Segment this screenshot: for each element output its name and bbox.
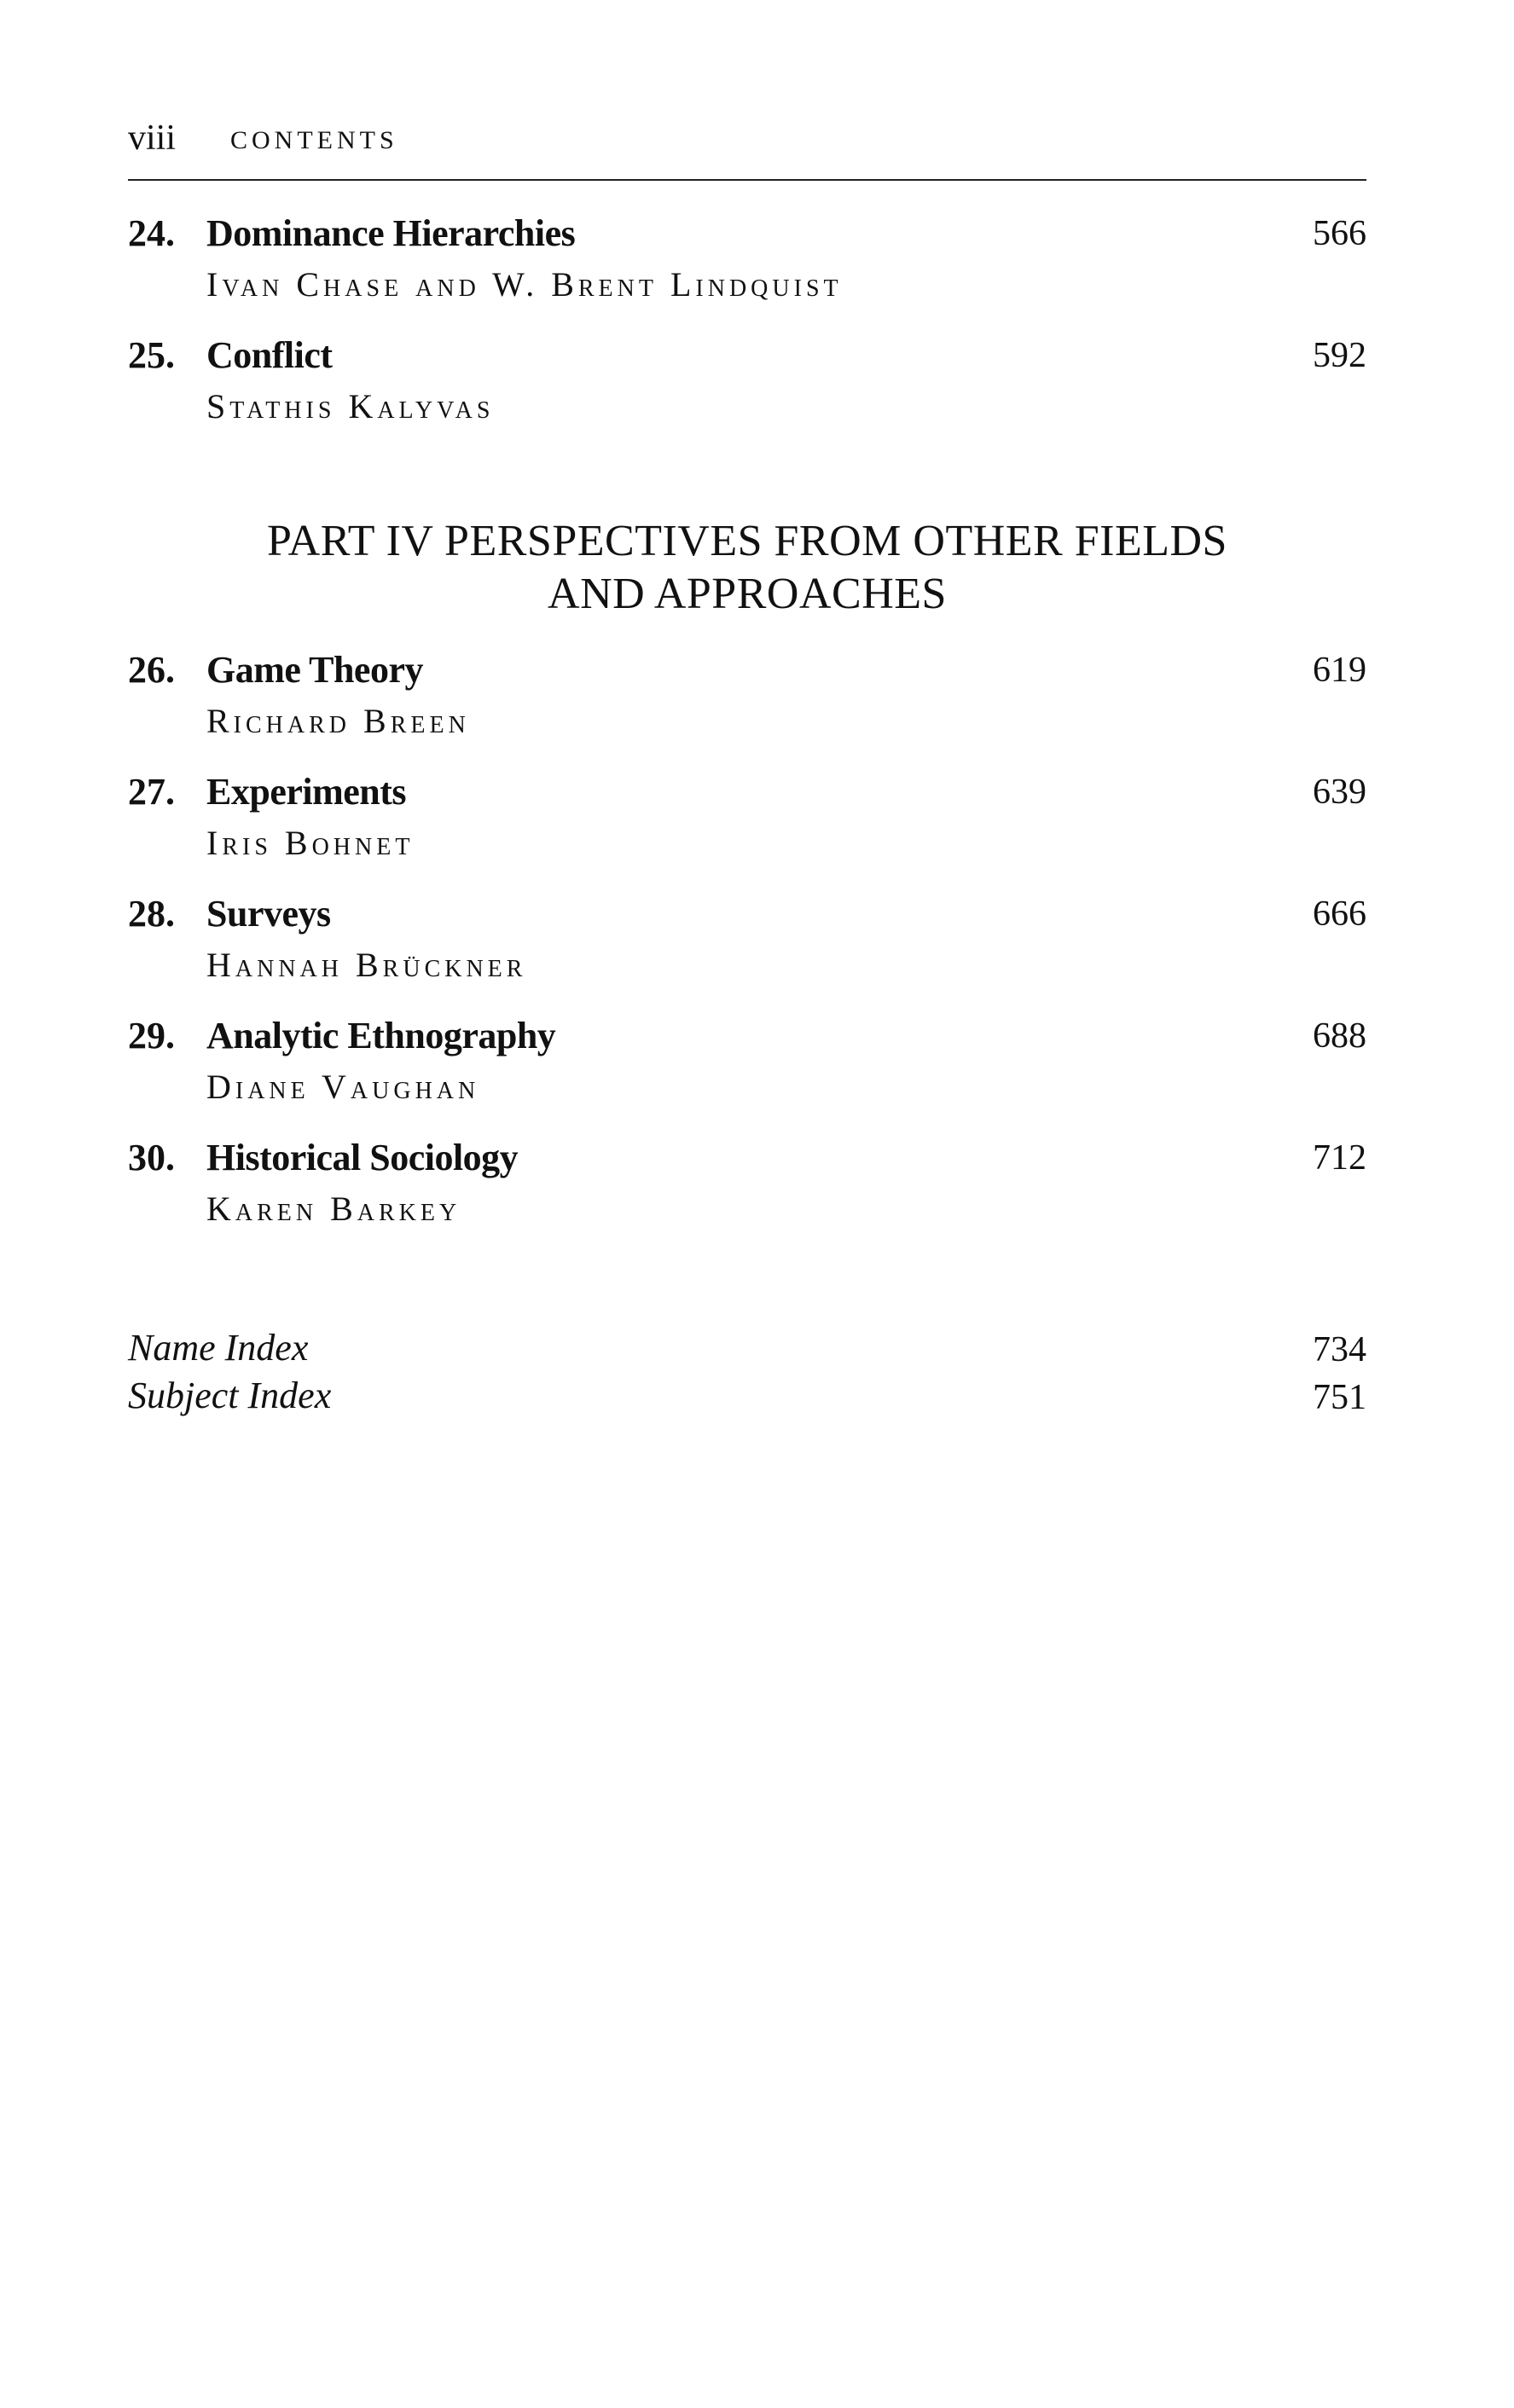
chapter-author: Stathis Kalyvas [206,387,495,425]
part-heading-line-2: AND APPROACHES [548,570,947,618]
toc-entry[interactable] [128,648,1366,770]
index-page: 751 [1313,1378,1366,1417]
chapter-author: Diane Vaughan [206,1068,480,1106]
chapter-page: 712 [1313,1138,1366,1178]
chapter-number: 29. [128,1015,175,1056]
chapter-page: 688 [1313,1016,1366,1056]
chapter-page: 619 [1313,651,1366,690]
chapter-title[interactable]: Dominance Hierarchies [206,212,576,254]
chapter-title[interactable]: Historical Sociology [206,1137,519,1178]
chapter-number: 25. [128,334,175,376]
chapter-author: Richard Breen [206,702,470,740]
chapter-page: 666 [1313,894,1366,934]
toc-entry[interactable] [128,770,1366,892]
toc-entry[interactable] [128,892,1366,1014]
index-label[interactable]: Subject Index [128,1375,332,1416]
chapter-number: 27. [128,771,175,813]
chapter-title[interactable]: Surveys [206,893,331,935]
chapter-title[interactable]: Analytic Ethnography [206,1015,556,1056]
chapter-title[interactable]: Experiments [206,771,407,813]
chapter-page: 639 [1313,773,1366,812]
chapter-title[interactable]: Conflict [206,334,333,376]
chapter-number: 30. [128,1137,175,1178]
index-entry-subject[interactable] [128,1374,1366,1421]
chapter-author: Hannah Brückner [206,946,527,984]
chapter-author: Ivan Chase and W. Brent Lindquist [206,265,843,304]
running-title: CONTENTS [230,126,398,154]
chapter-number: 26. [128,649,175,691]
chapter-author: Iris Bohnet [206,824,415,862]
toc-entry[interactable] [128,1014,1366,1136]
index-label[interactable]: Name Index [128,1327,309,1369]
index-list [128,1326,1366,1421]
part-heading [128,515,1366,621]
chapter-page: 566 [1313,214,1366,253]
toc-entries-part-iv [128,648,1366,1258]
toc-entry[interactable] [128,211,1366,333]
index-page: 734 [1313,1330,1366,1369]
index-entry-name[interactable] [128,1326,1366,1374]
part-heading-line-1: PART IV PERSPECTIVES FROM OTHER FIELDS [267,517,1227,565]
toc-entries-part-iii [128,211,1366,455]
chapter-author: Karen Barkey [206,1190,461,1228]
chapter-page: 592 [1313,336,1366,375]
chapter-number: 28. [128,893,175,935]
toc-page [128,111,1366,1421]
toc-entry[interactable] [128,333,1366,455]
toc-entry[interactable] [128,1136,1366,1258]
page-folio: viii [128,119,177,158]
running-head [128,111,1366,181]
chapter-title[interactable]: Game Theory [206,649,423,691]
chapter-number: 24. [128,212,175,254]
